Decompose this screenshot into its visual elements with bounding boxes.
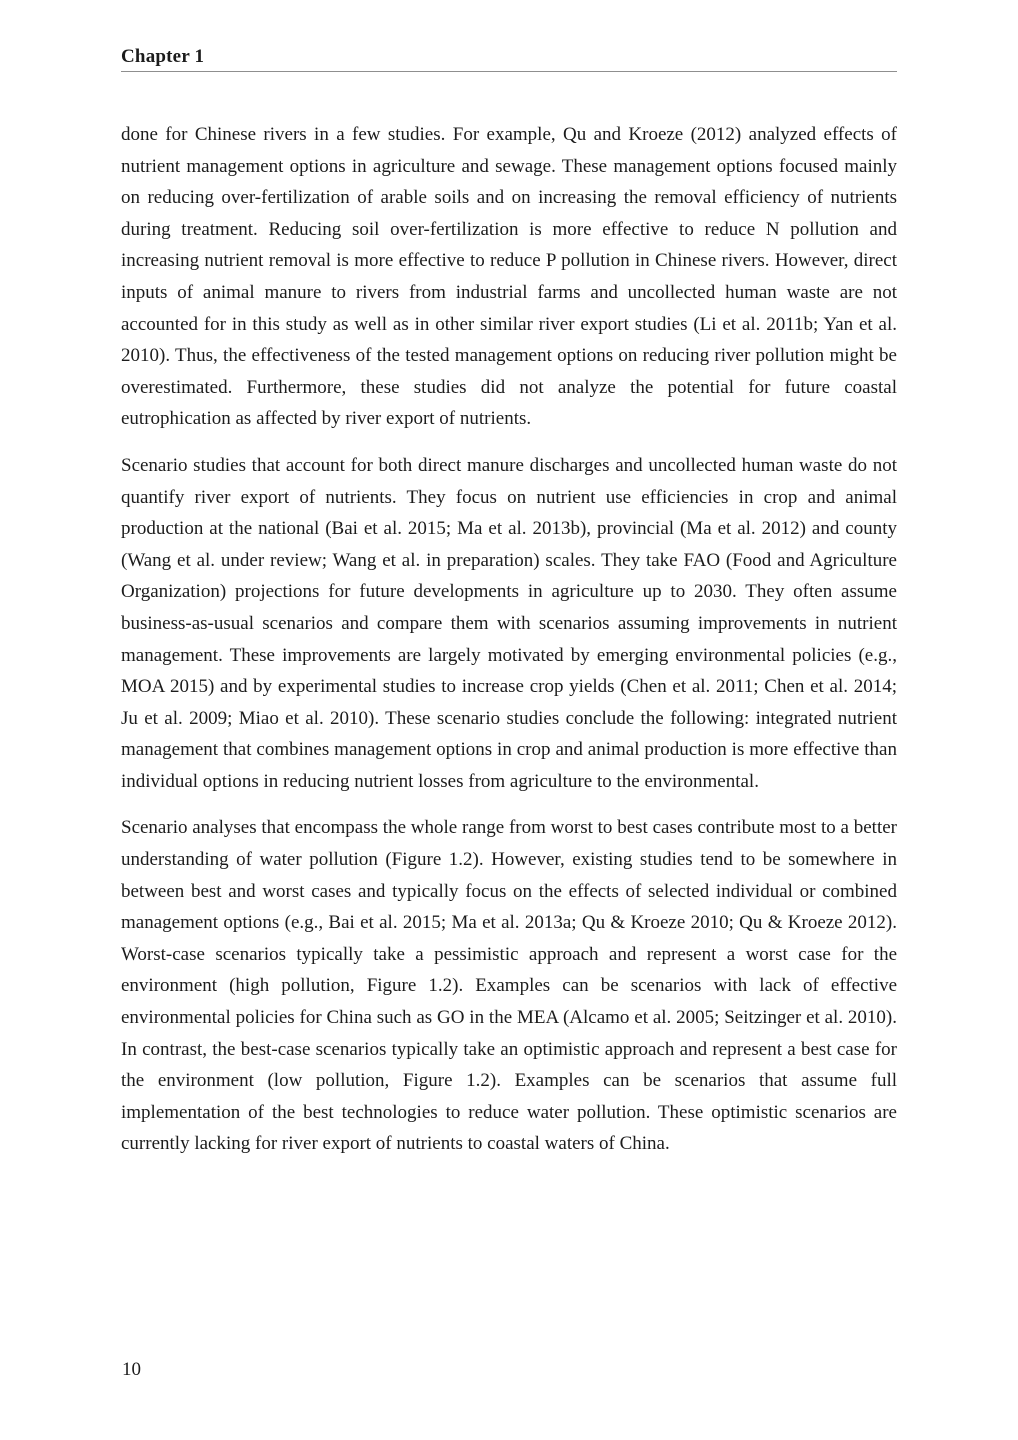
page-number: 10 [122,1359,141,1380]
body-paragraph: Scenario studies that account for both direct manure discharges and uncollected human waste do not quantify river export of nutrients. They focus on nutrient use efficiencies in crop and animal production at the national (Bai et al. 2015; Ma et al. 2013b), provincial (Ma et al. 2012) and county (Wang et al. under review; Wang et al. in preparation) scales. They take FAO (Food and Agriculture Organization) projections for future developments in agriculture up to 2030. They often assume business-as-usual scenarios and compare them with scenarios assuming improvements in nutrient management. These improvements are largely motivated by emerging environmental policies (e.g., MOA 2015) and by experimental studies to increase crop yields (Chen et al. 2011; Chen et al. 2014; Ju et al. 2009; Miao et al. 2010). These scenario studies conclude the following: integrated nutrient management that combines management options in crop and animal production is more effective than individual options in reducing nutrient losses from agriculture to the environmental. [121,454,897,792]
page-header [121,46,897,68]
body-paragraph: done for Chinese rivers in a few studies. For example, Qu and Kroeze (2012) analyzed effects of nutrient management options in agriculture and sewage. These management options focused mainly on reducing over-fertilization of arable soils and on increasing the removal efficiency of nutrients during treatment. Reducing soil over-fertilization is more effective to reduce N pollution and increasing nutrient removal is more effective to reduce P pollution in Chinese rivers. However, direct inputs of animal manure to rivers from industrial farms and uncollected human waste are not accounted for in this study as well as in other similar river export studies (Li et al. 2011b; Yan et al. 2010). Thus, the effectiveness of the tested management options on reducing river pollution might be overestimated. Furthermore, these studies did not analyze the potential for future coastal eutrophication as affected by river export of nutrients. [121,124,897,430]
chapter-heading: Chapter 1 [121,46,205,67]
header-divider [121,71,897,72]
body-paragraph: Scenario analyses that encompass the whole range from worst to best cases contribute most to a better understanding of water pollution (Figure 1.2). However, existing studies tend to be somewhere in between best and worst cases and typically focus on the effects of selected individual or combined management options (e.g., Bai et al. 2015; Ma et al. 2013a; Qu & Kroeze 2010; Qu & Kroeze 2012). Worst-case scenarios typically take a pessimistic approach and represent a worst case for the environment (high pollution, Figure 1.2). Examples can be scenarios with lack of effective environmental policies for China such as GO in the MEA (Alcamo et al. 2005; Seitzinger et al. 2010). In contrast, the best-case scenarios typically take an optimistic approach and represent a best case for the environment (low pollution, Figure 1.2). Examples can be scenarios that assume full implementation of the best technologies to reduce water pollution. These optimistic scenarios are currently lacking for river export of nutrients to coastal waters of China. [121,817,897,1155]
page-footer [122,1359,141,1381]
page-body [121,119,897,1175]
